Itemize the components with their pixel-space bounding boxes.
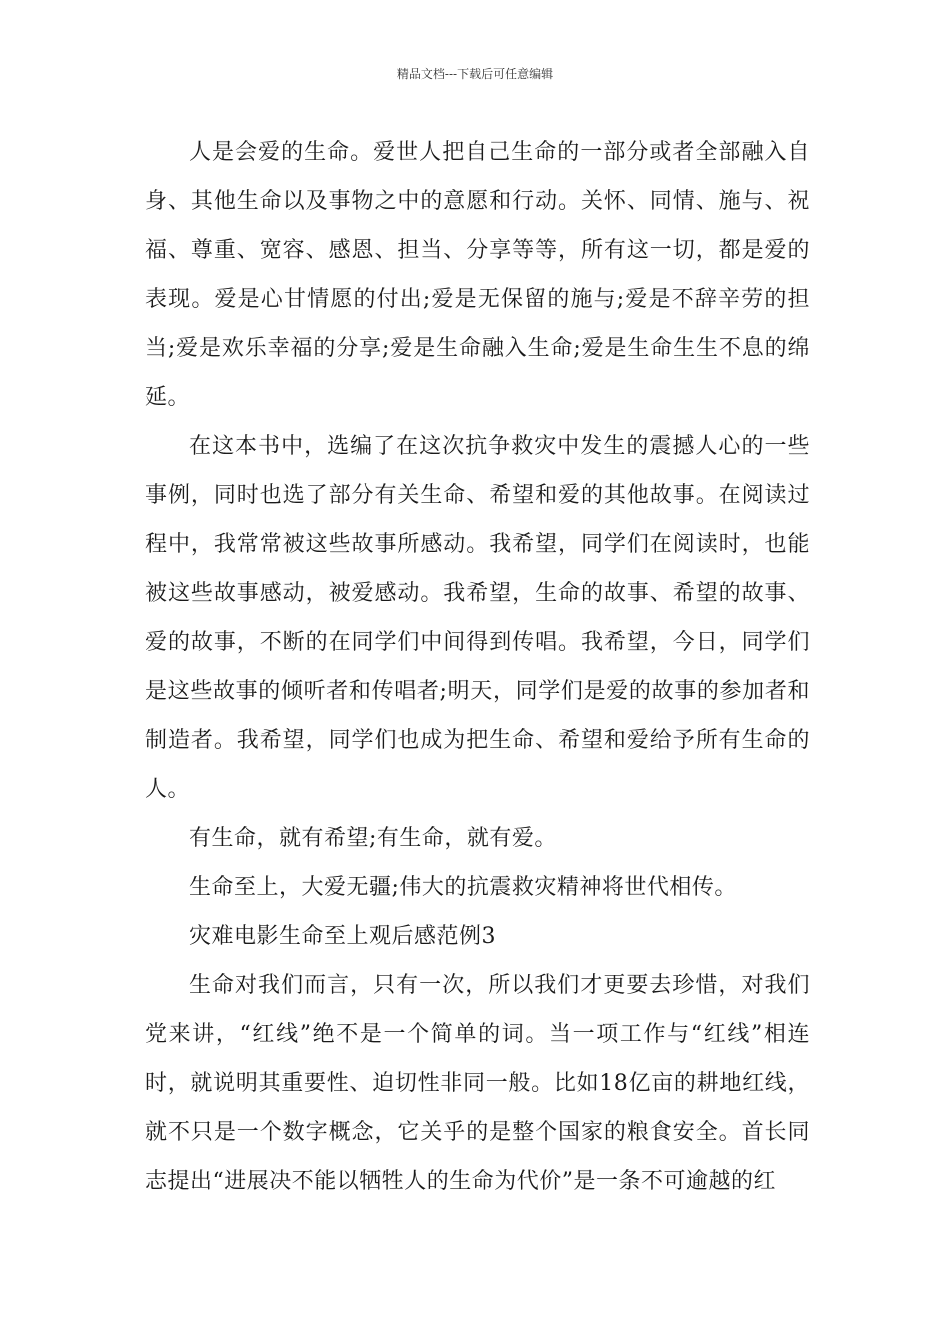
- paragraph-love-definition: 人是会爱的生命。爱世人把自己生命的一部分或者全部融入自身、其他生命以及事物之中的意愿和行动。关怀、同情、施与、祝福、尊重、宽容、感恩、担当、分享等等，所有这一切，都是爱的表现。爱是心甘情愿的付出;爱是无保留的施与;爱是不辞辛劳的担当;爱是欢乐幸福的分享;爱是生命融入生命;爱是生命生生不息的绵延。: [145, 140, 810, 410]
- page-header: 精品文档---下载后可任意编辑: [396, 67, 554, 81]
- paragraph-red-line: 生命对我们而言，只有一次，所以我们才更要去珍惜，对我们党来讲，“红线”绝不是一个简单的词。当一项工作与“红线”相连时，就说明其重要性、迫切性非同一般。比如18亿亩的耕地红线，就不只是一个数字概念，它关乎的是整个国家的粮食安全。首长同志提出“进展决不能以牺牲人的生命为代价”是一条不可逾越的红: [145, 973, 810, 1194]
- paragraph-book-stories: 在这本书中，选编了在这次抗争救灾中发生的震撼人心的一些事例，同时也选了部分有关生命、希望和爱的其他故事。在阅读过程中，我常常被这些故事所感动。我希望，同学们在阅读时，也能被这些故事感动，被爱感动。我希望，生命的故事、希望的故事、爱的故事，不断的在同学们中间得到传唱。我希望，今日，同学们是这些故事的倾听者和传唱者;明天，同学们是爱的故事的参加者和制造者。我希望，同学们也成为把生命、希望和爱给予所有生命的人。: [145, 434, 810, 802]
- document-body: [145, 128, 810, 1206]
- paragraph-life-first: 生命至上，大爱无疆;伟大的抗震救灾精神将世代相传。: [189, 875, 737, 900]
- section-heading: 灾难电影生命至上观后感范例3: [189, 924, 496, 949]
- paragraph-life-hope: 有生命，就有希望;有生命，就有爱。: [189, 826, 557, 851]
